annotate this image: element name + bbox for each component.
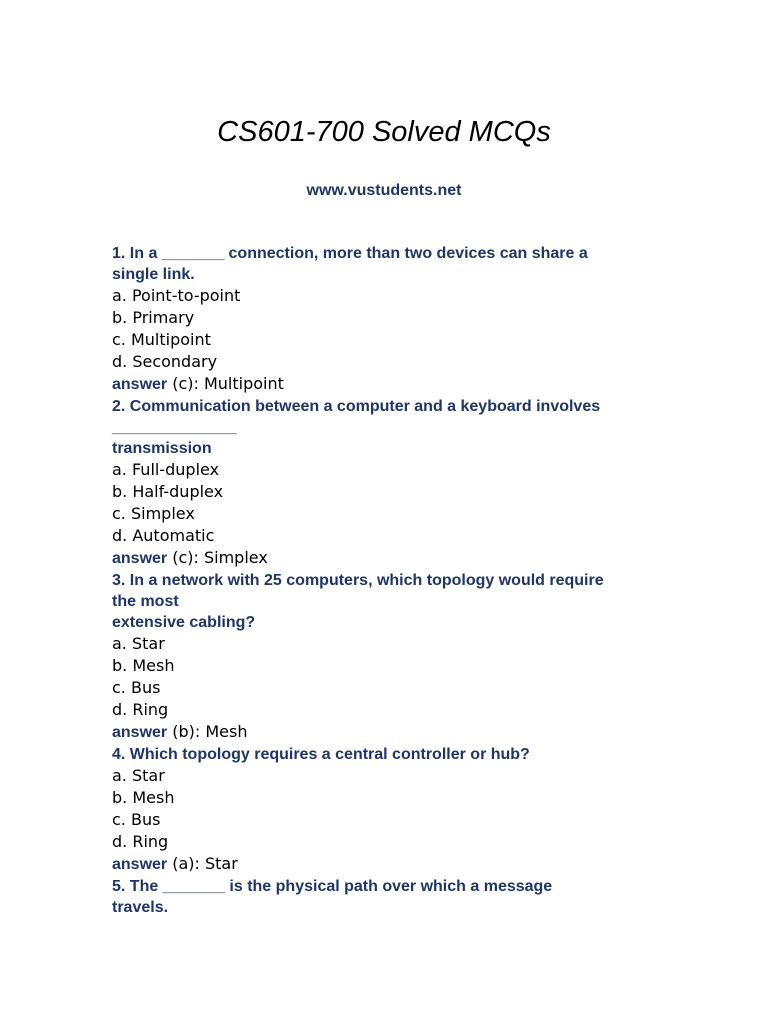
question-text: 2. Communication between a computer and a keyboard involves	[112, 398, 601, 415]
answer-option: c. Bus	[112, 810, 161, 829]
answer-option: a. Star	[112, 634, 165, 653]
question-text: the most	[112, 593, 179, 610]
question-block	[112, 876, 672, 918]
question-text: extensive cabling?	[112, 614, 256, 631]
answer-line	[112, 853, 672, 876]
answer-value: (a): Star	[167, 854, 238, 873]
website-link[interactable]: www.vustudents.net	[306, 182, 462, 199]
answer-option: a. Full-duplex	[112, 460, 220, 479]
answer-option: a. Point-to-point	[112, 286, 241, 305]
question-block	[112, 570, 672, 744]
answer-label: answer	[112, 856, 168, 873]
answer-option: d. Automatic	[112, 526, 215, 545]
question-text: travels.	[112, 899, 169, 916]
answer-option: d. Ring	[112, 832, 169, 851]
question-block	[112, 744, 672, 876]
answer-label: answer	[112, 724, 168, 741]
answer-value: (c): Multipoint	[167, 374, 284, 393]
answer-option: c. Simplex	[112, 504, 195, 523]
answer-option: d. Secondary	[112, 352, 218, 371]
answer-option: c. Multipoint	[112, 330, 211, 349]
answer-option: b. Half-duplex	[112, 482, 224, 501]
question-text: 4. Which topology requires a central controller or hub?	[112, 746, 530, 763]
question-text: transmission	[112, 440, 212, 457]
answer-label: answer	[112, 376, 168, 393]
question-text: single link.	[112, 266, 195, 283]
answer-line	[112, 373, 672, 396]
answer-option: d. Ring	[112, 700, 169, 719]
mcq-list	[112, 243, 672, 918]
answer-option: b. Mesh	[112, 656, 175, 675]
answer-option: c. Bus	[112, 678, 161, 697]
answer-option: a. Star	[112, 766, 165, 785]
document-title: CS601-700 Solved MCQs	[217, 116, 551, 148]
question-text: 3. In a network with 25 computers, which topology would require	[112, 572, 604, 589]
question-text: 5. The _______ is the physical path over which a message	[112, 878, 553, 895]
answer-label: answer	[112, 550, 168, 567]
answer-value: (c): Simplex	[167, 548, 268, 567]
question-text: 1. In a _______ connection, more than two devices can share a	[112, 245, 588, 262]
question-text: ______________	[112, 419, 237, 436]
answer-option: b. Primary	[112, 308, 195, 327]
answer-line	[112, 721, 672, 744]
question-block	[112, 396, 672, 570]
answer-value: (b): Mesh	[167, 722, 248, 741]
answer-option: b. Mesh	[112, 788, 175, 807]
answer-line	[112, 547, 672, 570]
question-block	[112, 243, 672, 396]
